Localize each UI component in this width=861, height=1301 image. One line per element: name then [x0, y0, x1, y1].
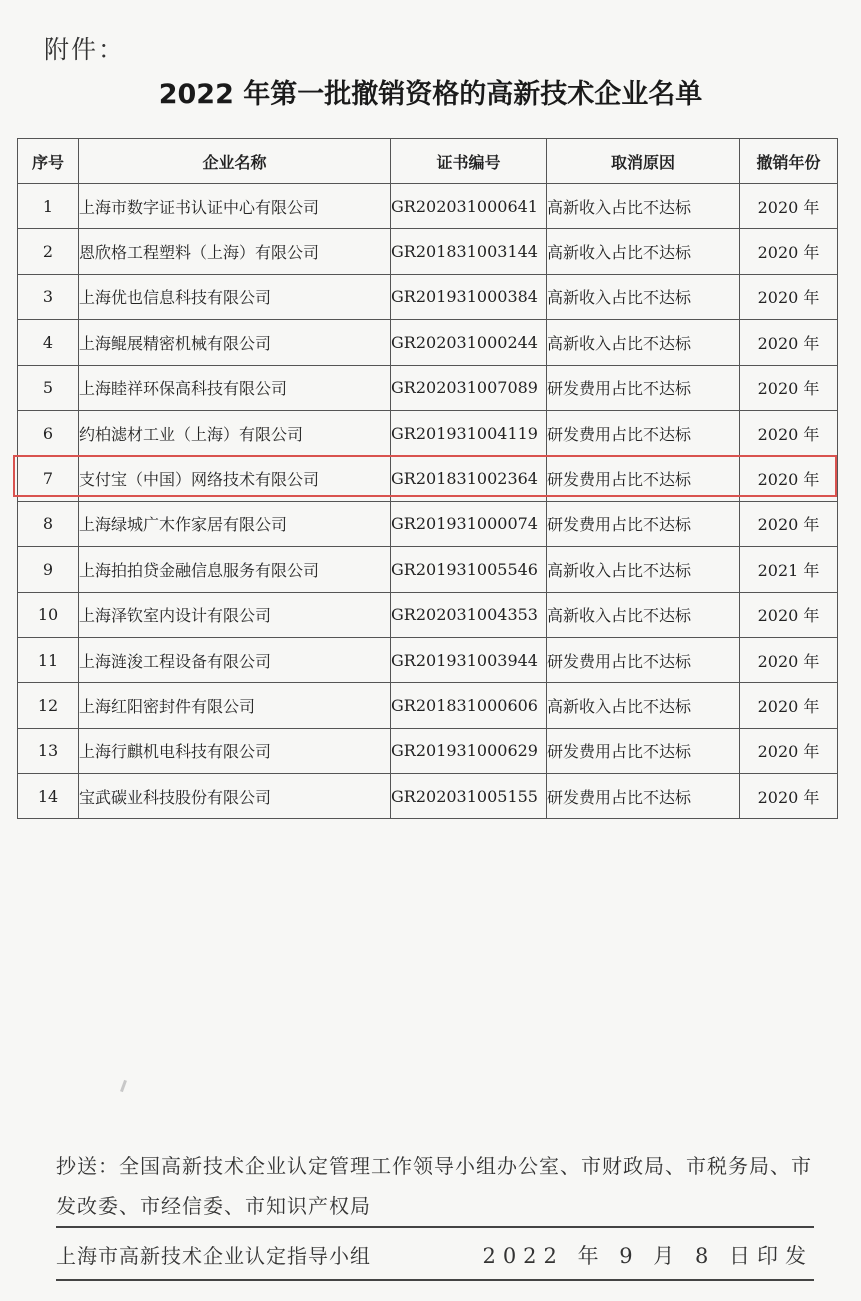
cell-cert: GR201931005546 [391, 547, 547, 592]
table-row [18, 229, 838, 274]
header-cert: 证书编号 [391, 139, 547, 184]
cell-cert: GR202031007089 [391, 365, 547, 410]
cell-name: 支付宝（中国）网络技术有限公司 [79, 456, 391, 501]
cell-cert: GR201931004119 [391, 410, 547, 455]
cell-name: 恩欣格工程塑料（上海）有限公司 [79, 229, 391, 274]
cell-cert: GR201831000606 [391, 683, 547, 728]
cell-reason: 高新收入占比不达标 [547, 274, 740, 319]
attachment-label: 附件： [44, 35, 126, 64]
table-row [18, 774, 838, 819]
footer-divider-top [56, 1226, 814, 1228]
cell-cert: GR201831003144 [391, 229, 547, 274]
table-row [18, 456, 838, 501]
header-name: 企业名称 [79, 139, 391, 184]
cell-cert: GR202031004353 [391, 592, 547, 637]
cell-reason: 高新收入占比不达标 [547, 229, 740, 274]
cell-reason: 高新收入占比不达标 [547, 184, 740, 229]
cell-cert: GR201931000629 [391, 728, 547, 773]
cell-cert: GR201931000074 [391, 501, 547, 546]
cell-reason: 研发费用占比不达标 [547, 774, 740, 819]
cell-name: 上海鲲展精密机械有限公司 [79, 320, 391, 365]
cell-name: 上海泽钦室内设计有限公司 [79, 592, 391, 637]
cell-cert: GR201931000384 [391, 274, 547, 319]
cell-name: 上海优也信息科技有限公司 [79, 274, 391, 319]
cell-name: 约柏滤材工业（上海）有限公司 [79, 410, 391, 455]
table-row [18, 365, 838, 410]
cell-reason: 高新收入占比不达标 [547, 592, 740, 637]
table-row [18, 274, 838, 319]
revoked-enterprises-table [17, 138, 838, 819]
table-row [18, 637, 838, 682]
table-row [18, 184, 838, 229]
cell-year: 2020 年 [740, 774, 838, 819]
cell-year: 2020 年 [740, 229, 838, 274]
cell-year: 2020 年 [740, 365, 838, 410]
table-row [18, 728, 838, 773]
cell-reason: 高新收入占比不达标 [547, 547, 740, 592]
cell-seq: 14 [18, 774, 79, 819]
cell-name: 上海涟浚工程设备有限公司 [79, 637, 391, 682]
cc-recipients: 抄送：全国高新技术企业认定管理工作领导小组办公室、市财政局、市税务局、市发改委、市经信委、市知识产权局 [56, 1154, 812, 1218]
cell-seq: 11 [18, 637, 79, 682]
scan-smudge [120, 1080, 127, 1092]
cell-year: 2020 年 [740, 501, 838, 546]
cell-year: 2020 年 [740, 637, 838, 682]
cell-year: 2021 年 [740, 547, 838, 592]
cell-name: 上海市数字证书认证中心有限公司 [79, 184, 391, 229]
cell-name: 宝武碳业科技股份有限公司 [79, 774, 391, 819]
cell-year: 2020 年 [740, 184, 838, 229]
cell-year: 2020 年 [740, 683, 838, 728]
table-row [18, 320, 838, 365]
header-reason: 取消原因 [547, 139, 740, 184]
cell-year: 2020 年 [740, 410, 838, 455]
cell-cert: GR202031005155 [391, 774, 547, 819]
cell-reason: 高新收入占比不达标 [547, 683, 740, 728]
table-row [18, 547, 838, 592]
cell-seq: 5 [18, 365, 79, 410]
cell-seq: 10 [18, 592, 79, 637]
table-row [18, 683, 838, 728]
table-row [18, 410, 838, 455]
cell-cert: GR202031000641 [391, 184, 547, 229]
table-body [18, 184, 838, 819]
cell-seq: 6 [18, 410, 79, 455]
cell-cert: GR201931003944 [391, 637, 547, 682]
cell-cert: GR202031000244 [391, 320, 547, 365]
cell-reason: 高新收入占比不达标 [547, 320, 740, 365]
cell-reason: 研发费用占比不达标 [547, 456, 740, 501]
cell-seq: 7 [18, 456, 79, 501]
issuer: 上海市高新技术企业认定指导小组 [56, 1244, 371, 1268]
cell-seq: 4 [18, 320, 79, 365]
cell-seq: 2 [18, 229, 79, 274]
cell-name: 上海行麒机电科技有限公司 [79, 728, 391, 773]
cell-reason: 研发费用占比不达标 [547, 637, 740, 682]
cell-seq: 9 [18, 547, 79, 592]
cell-reason: 研发费用占比不达标 [547, 365, 740, 410]
cell-year: 2020 年 [740, 592, 838, 637]
cell-reason: 研发费用占比不达标 [547, 728, 740, 773]
header-year: 撤销年份 [740, 139, 838, 184]
cell-year: 2020 年 [740, 456, 838, 501]
cell-seq: 8 [18, 501, 79, 546]
footer-divider-bottom [56, 1279, 814, 1281]
cell-reason: 研发费用占比不达标 [547, 501, 740, 546]
cell-seq: 12 [18, 683, 79, 728]
cell-seq: 3 [18, 274, 79, 319]
cell-year: 2020 年 [740, 274, 838, 319]
header-seq: 序号 [18, 139, 79, 184]
cell-year: 2020 年 [740, 728, 838, 773]
table-row [18, 501, 838, 546]
table-header-row [18, 139, 838, 184]
issue-date: 2022 年 9 月 8 日印发 [482, 1244, 813, 1268]
table-row [18, 592, 838, 637]
cell-name: 上海绿城广木作家居有限公司 [79, 501, 391, 546]
cell-reason: 研发费用占比不达标 [547, 410, 740, 455]
cell-seq: 13 [18, 728, 79, 773]
cell-cert: GR201831002364 [391, 456, 547, 501]
cell-seq: 1 [18, 184, 79, 229]
cell-name: 上海睦祥环保高科技有限公司 [79, 365, 391, 410]
document-title: 2022 年第一批撤销资格的高新技术企业名单 [158, 79, 703, 110]
cell-name: 上海红阳密封件有限公司 [79, 683, 391, 728]
cell-name: 上海拍拍贷金融信息服务有限公司 [79, 547, 391, 592]
cell-year: 2020 年 [740, 320, 838, 365]
